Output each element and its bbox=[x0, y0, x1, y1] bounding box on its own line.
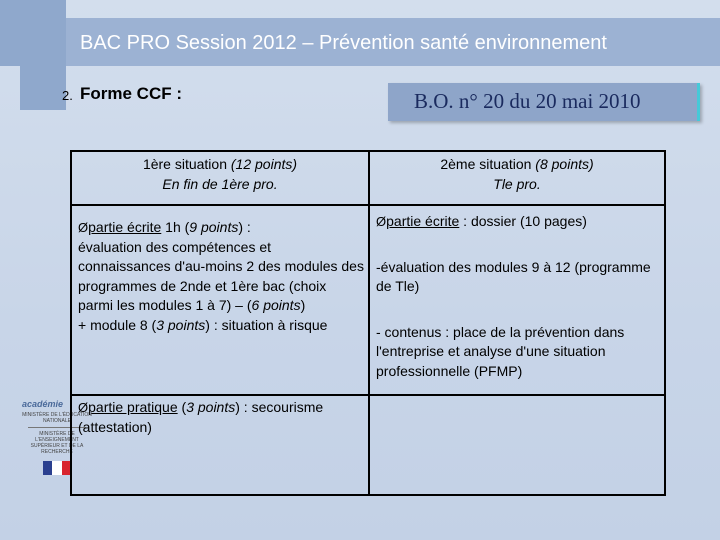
ccf-table bbox=[70, 150, 666, 496]
situation-1-written-part bbox=[71, 205, 369, 395]
bo-reference: B.O. n° 20 du 20 mai 2010 bbox=[414, 89, 641, 113]
section-label: Forme CCF : bbox=[80, 84, 182, 103]
corner-decoration bbox=[0, 0, 66, 66]
academie-logo-word: académie bbox=[22, 399, 64, 409]
written-after-2: : dossier (10 pages) bbox=[459, 213, 587, 229]
ministry-line-2: MINISTÈRE DE L'ENSEIGNEMENT SUPÉRIEUR ET DE LA RECHERCHE bbox=[30, 431, 84, 455]
arrow-bullet-icon: Ø bbox=[78, 220, 89, 235]
written-body-end: ) bbox=[300, 297, 306, 313]
table-row bbox=[71, 205, 665, 395]
written-after: ) : bbox=[238, 219, 251, 235]
table-row bbox=[71, 395, 665, 495]
arrow-bullet-icon: Ø bbox=[376, 214, 387, 229]
header-situation-2 bbox=[369, 151, 665, 205]
situation-2-practical-part bbox=[369, 395, 665, 495]
table-header-row bbox=[71, 151, 665, 205]
situation-2-written-line-1 bbox=[376, 206, 660, 232]
written-body-points: 6 points bbox=[251, 297, 301, 313]
situation-1-title: 1ère situation bbox=[142, 156, 227, 172]
situation-1-practical-part bbox=[71, 395, 369, 495]
situation-2-points: (8 points) bbox=[535, 156, 594, 172]
header-situation-1 bbox=[71, 151, 369, 205]
ministry-line-1: MINISTÈRE DE L'ÉDUCATION NATIONALE bbox=[22, 412, 92, 424]
situation-2-written-line-3: - contenus : place de la prévention dans l'entreprise et analyse d'une situation professionnelle (PFMP) bbox=[376, 323, 625, 379]
written-points: 9 points bbox=[189, 219, 239, 235]
french-flag-icon bbox=[43, 461, 71, 475]
module-prefix: + module 8 ( bbox=[78, 316, 157, 333]
situation-2-written-line-2: -évaluation des modules 9 à 12 (programme de Tle) bbox=[376, 258, 651, 294]
practical-part-label: partie pratique bbox=[88, 399, 178, 415]
section-number: 2. bbox=[62, 88, 73, 103]
situation-2-subtitle: Tle pro. bbox=[493, 175, 541, 192]
written-body: évaluation des compétences et connaissances d'au-moins 2 des modules des programmes de 2nde et 1ère bac (choix parmi les modules 1 à 7) – ( bbox=[78, 238, 364, 313]
slide-title: BAC PRO Session 2012 – Prévention santé environnement bbox=[80, 32, 607, 54]
written-part-label-2: partie écrite bbox=[386, 213, 460, 229]
module-end: ) : situation à risque bbox=[205, 316, 328, 333]
flag-stripe bbox=[43, 461, 52, 475]
situation-2-written-part bbox=[369, 205, 665, 395]
practical-after: ) : secourisme (attestation) bbox=[78, 399, 324, 435]
written-part-label: partie écrite bbox=[88, 219, 162, 235]
practical-open: ( bbox=[177, 399, 187, 415]
situation-1-subtitle: En fin de 1ère pro. bbox=[162, 175, 278, 192]
corner-decoration-lower bbox=[20, 64, 66, 110]
situation-1-practical-text bbox=[78, 396, 364, 437]
situation-1-points: (12 points) bbox=[230, 156, 298, 172]
situation-2-title: 2ème situation bbox=[440, 156, 532, 172]
module-points: 3 points bbox=[156, 316, 206, 333]
practical-points: 3 points bbox=[186, 399, 236, 415]
flag-stripe bbox=[52, 461, 61, 475]
arrow-bullet-icon: Ø bbox=[78, 400, 89, 415]
written-duration: 1h ( bbox=[161, 219, 190, 235]
situation-1-written-text bbox=[78, 212, 364, 335]
